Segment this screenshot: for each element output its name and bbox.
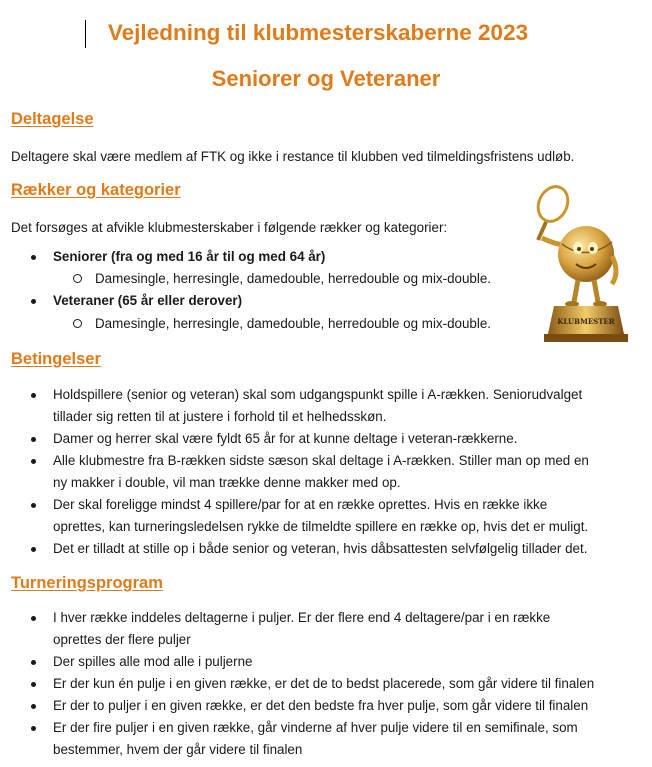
document-title: Vejledning til klubmesterskaberne 2023 xyxy=(107,20,529,45)
list-item: Der spilles alle mod alle i puljerne xyxy=(11,651,641,673)
deltagelse-text: Deltagere skal være medlem af FTK og ikke i restance til klubben ved tilmeldingsfristens udløb. xyxy=(11,149,575,164)
category-list-2 xyxy=(11,290,511,312)
list-item: Damesingle, herresingle, damedouble, herredouble og mix-double. xyxy=(53,268,513,290)
list-item: Veteraner (65 år eller derover) xyxy=(11,290,511,312)
heading-raekker: Rækker og kategorier xyxy=(11,181,181,199)
list-item: Er der to puljer i en given række, er det den bedste fra hver pulje, som går videre til finalen xyxy=(11,695,641,717)
heading-turneringsprogram: Turneringsprogram xyxy=(11,574,163,592)
trophy-plate-text: KLUBMESTER xyxy=(557,317,615,326)
list-item: Damesingle, herresingle, damedouble, herredouble og mix-double. xyxy=(53,313,513,335)
document-subtitle: Seniorer og Veteraner xyxy=(211,66,441,91)
circle-bullet-icon xyxy=(73,319,82,328)
category-list xyxy=(11,246,511,268)
list-item: I hver række inddeles deltagerne i puljer. Er der flere end 4 deltagere/par i en række oprettes der flere puljer xyxy=(11,607,641,651)
category-sublist-2 xyxy=(53,313,513,335)
list-item: Der skal foreligge mindst 4 spillere/par for at en række oprettes. Hvis en række ikke oprettes, kan turneringsledelsen rykke de tilmeldte spillere en række op, hvis det er muligt. xyxy=(11,494,641,538)
list-item: Damer og herrer skal være fyldt 65 år for at kunne deltage i veteran-rækkerne. xyxy=(11,428,641,450)
turnering-list xyxy=(11,607,641,761)
list-item: Det er tilladt at stille op i både senior og veteran, hvis dåbsattesten selvfølgelig tillader det. xyxy=(11,538,641,560)
heading-betingelser: Betingelser xyxy=(11,350,101,368)
list-item: Alle klubmestre fra B-rækken sidste sæson skal deltage i A-rækken. Stiller man op med en ny makker i double, vil man trække denne makker med op. xyxy=(11,450,641,494)
list-item: Er der kun én pulje i en given række, er det de to bedst placerede, som går videre til finalen xyxy=(11,673,641,695)
raekker-intro: Det forsøges at afvikle klubmesterskaber i følgende rækker og kategorier: xyxy=(11,220,448,235)
list-item: Holdspillere (senior og veteran) skal som udgangspunkt spille i A-rækken. Seniorudvalget tillader sig retten til at justere i forhold til et helhedsskøn. xyxy=(11,384,641,428)
list-item: Seniorer (fra og med 16 år til og med 64 år) xyxy=(11,246,511,268)
betingelser-list xyxy=(11,384,641,560)
list-item: Er der fire puljer i en given række, går vinderne af hver pulje videre til en semifinale, som bestemmer, hvem der går videre til finalen xyxy=(11,717,641,761)
trophy-icon xyxy=(520,184,638,344)
heading-deltagelse: Deltagelse xyxy=(11,110,94,128)
category-sublist xyxy=(53,268,513,290)
circle-bullet-icon xyxy=(73,274,82,283)
